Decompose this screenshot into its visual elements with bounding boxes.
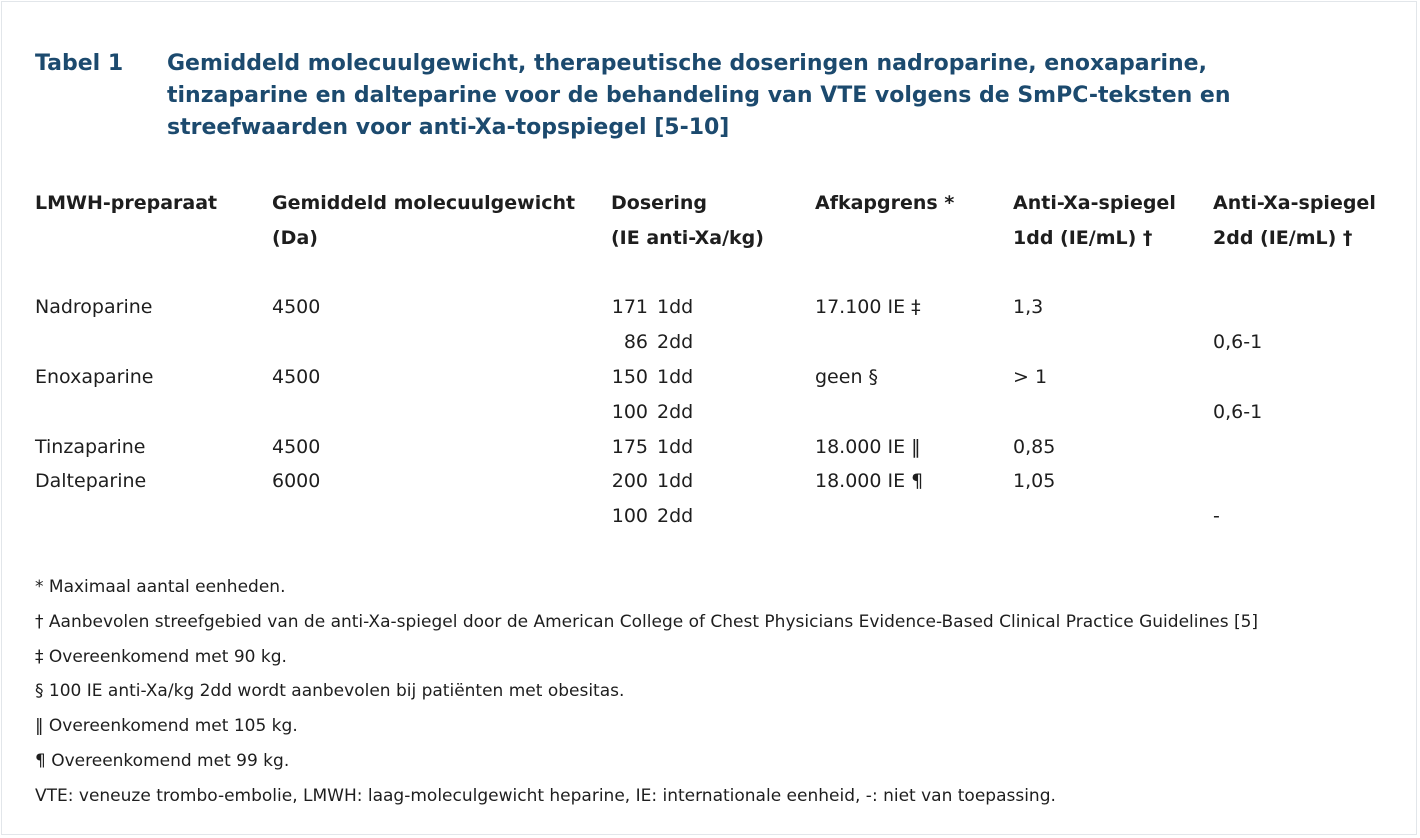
cell-dosage — [611, 325, 693, 360]
cell-cutoff: 18.000 IE ¶ — [815, 470, 924, 492]
dose-value: 171 — [611, 296, 648, 318]
footnote: § 100 IE anti-Xa/kg 2dd wordt aanbevolen bij patiënten met obesitas. — [35, 681, 625, 702]
cell-dosage — [611, 360, 693, 395]
cell-dosage — [611, 395, 693, 430]
header-antixa-1dd-unit: 1dd (IE/mL) † — [1013, 227, 1153, 249]
dose-frequency: 1dd — [657, 366, 694, 388]
dose-value: 175 — [611, 436, 648, 458]
header-antixa-2dd: Anti-Xa-spiegel — [1213, 192, 1376, 214]
cell-molecular-weight: 4500 — [272, 296, 321, 318]
dose-frequency: 1dd — [657, 470, 694, 492]
cell-cutoff: 17.100 IE ‡ — [815, 296, 921, 318]
dose-frequency: 1dd — [657, 436, 694, 458]
footnotes — [35, 570, 1395, 814]
cell-preparation: Dalteparine — [35, 470, 147, 492]
cell-cutoff: geen § — [815, 366, 879, 388]
footnote: † Aanbevolen streefgebied van de anti-Xa-spiegel door de American College of Chest Physicians Evidence-Based Clinical Practice Guidelines [5] — [35, 611, 1259, 632]
table-title-line: tinzaparine en dalteparine voor de behandeling van VTE volgens de SmPC-teksten en — [167, 83, 1231, 108]
abbreviations-note: VTE: veneuze trombo-embolie, LMWH: laag-moleculgewicht heparine, IE: internationale eenheid, -: niet van toepassing. — [35, 785, 1056, 806]
header-preparation: LMWH-preparaat — [35, 192, 218, 214]
cell-antixa-1dd: > 1 — [1013, 366, 1048, 388]
header-antixa-1dd: Anti-Xa-spiegel — [1013, 192, 1176, 214]
dose-frequency: 2dd — [657, 331, 694, 353]
table-title-line: streefwaarden voor anti-Xa-topspiegel [5-10] — [167, 115, 730, 140]
dose-value: 200 — [611, 470, 648, 492]
table-title-line: Gemiddeld molecuulgewicht, therapeutische doseringen nadroparine, enoxaparine, — [167, 51, 1207, 76]
cell-antixa-1dd: 1,05 — [1013, 470, 1056, 492]
header-antixa-2dd-unit: 2dd (IE/mL) † — [1213, 227, 1353, 249]
cell-molecular-weight: 4500 — [272, 366, 321, 388]
cell-dosage — [611, 499, 693, 534]
cell-molecular-weight: 6000 — [272, 470, 321, 492]
header-molecular-weight-unit: (Da) — [272, 227, 318, 249]
footnote: ¶ Overeenkomend met 99 kg. — [35, 750, 290, 771]
cell-preparation: Nadroparine — [35, 296, 153, 318]
cell-dosage — [611, 290, 693, 325]
header-molecular-weight: Gemiddeld molecuulgewicht — [272, 192, 576, 214]
cell-antixa-2dd: - — [1213, 505, 1220, 527]
cell-preparation: Enoxaparine — [35, 366, 154, 388]
footnote: * Maximaal aantal eenheden. — [35, 577, 286, 597]
table-label: Tabel 1 — [35, 51, 124, 76]
dose-frequency: 2dd — [657, 505, 694, 527]
cell-cutoff: 18.000 IE ‖ — [815, 436, 921, 458]
header-dosage: Dosering — [611, 192, 708, 214]
footnote: ‖ Overeenkomend met 105 kg. — [35, 716, 298, 737]
dose-value: 86 — [623, 331, 648, 353]
header-cutoff: Afkapgrens * — [815, 192, 955, 214]
cell-antixa-2dd: 0,6-1 — [1213, 401, 1263, 423]
dose-frequency: 1dd — [657, 296, 694, 318]
dose-value: 100 — [611, 401, 648, 423]
cell-molecular-weight: 4500 — [272, 436, 321, 458]
cell-antixa-2dd: 0,6-1 — [1213, 331, 1263, 353]
cell-antixa-1dd: 1,3 — [1013, 296, 1044, 318]
table-title — [167, 48, 1267, 144]
cell-dosage — [611, 464, 693, 499]
footnote: ‡ Overeenkomend met 90 kg. — [35, 646, 287, 667]
cell-dosage — [611, 430, 693, 465]
dose-value: 150 — [611, 366, 648, 388]
cell-preparation: Tinzaparine — [35, 436, 146, 458]
dose-value: 100 — [611, 505, 648, 527]
dose-frequency: 2dd — [657, 401, 694, 423]
cell-antixa-1dd: 0,85 — [1013, 436, 1056, 458]
header-dosage-unit: (IE anti-Xa/kg) — [611, 227, 764, 249]
